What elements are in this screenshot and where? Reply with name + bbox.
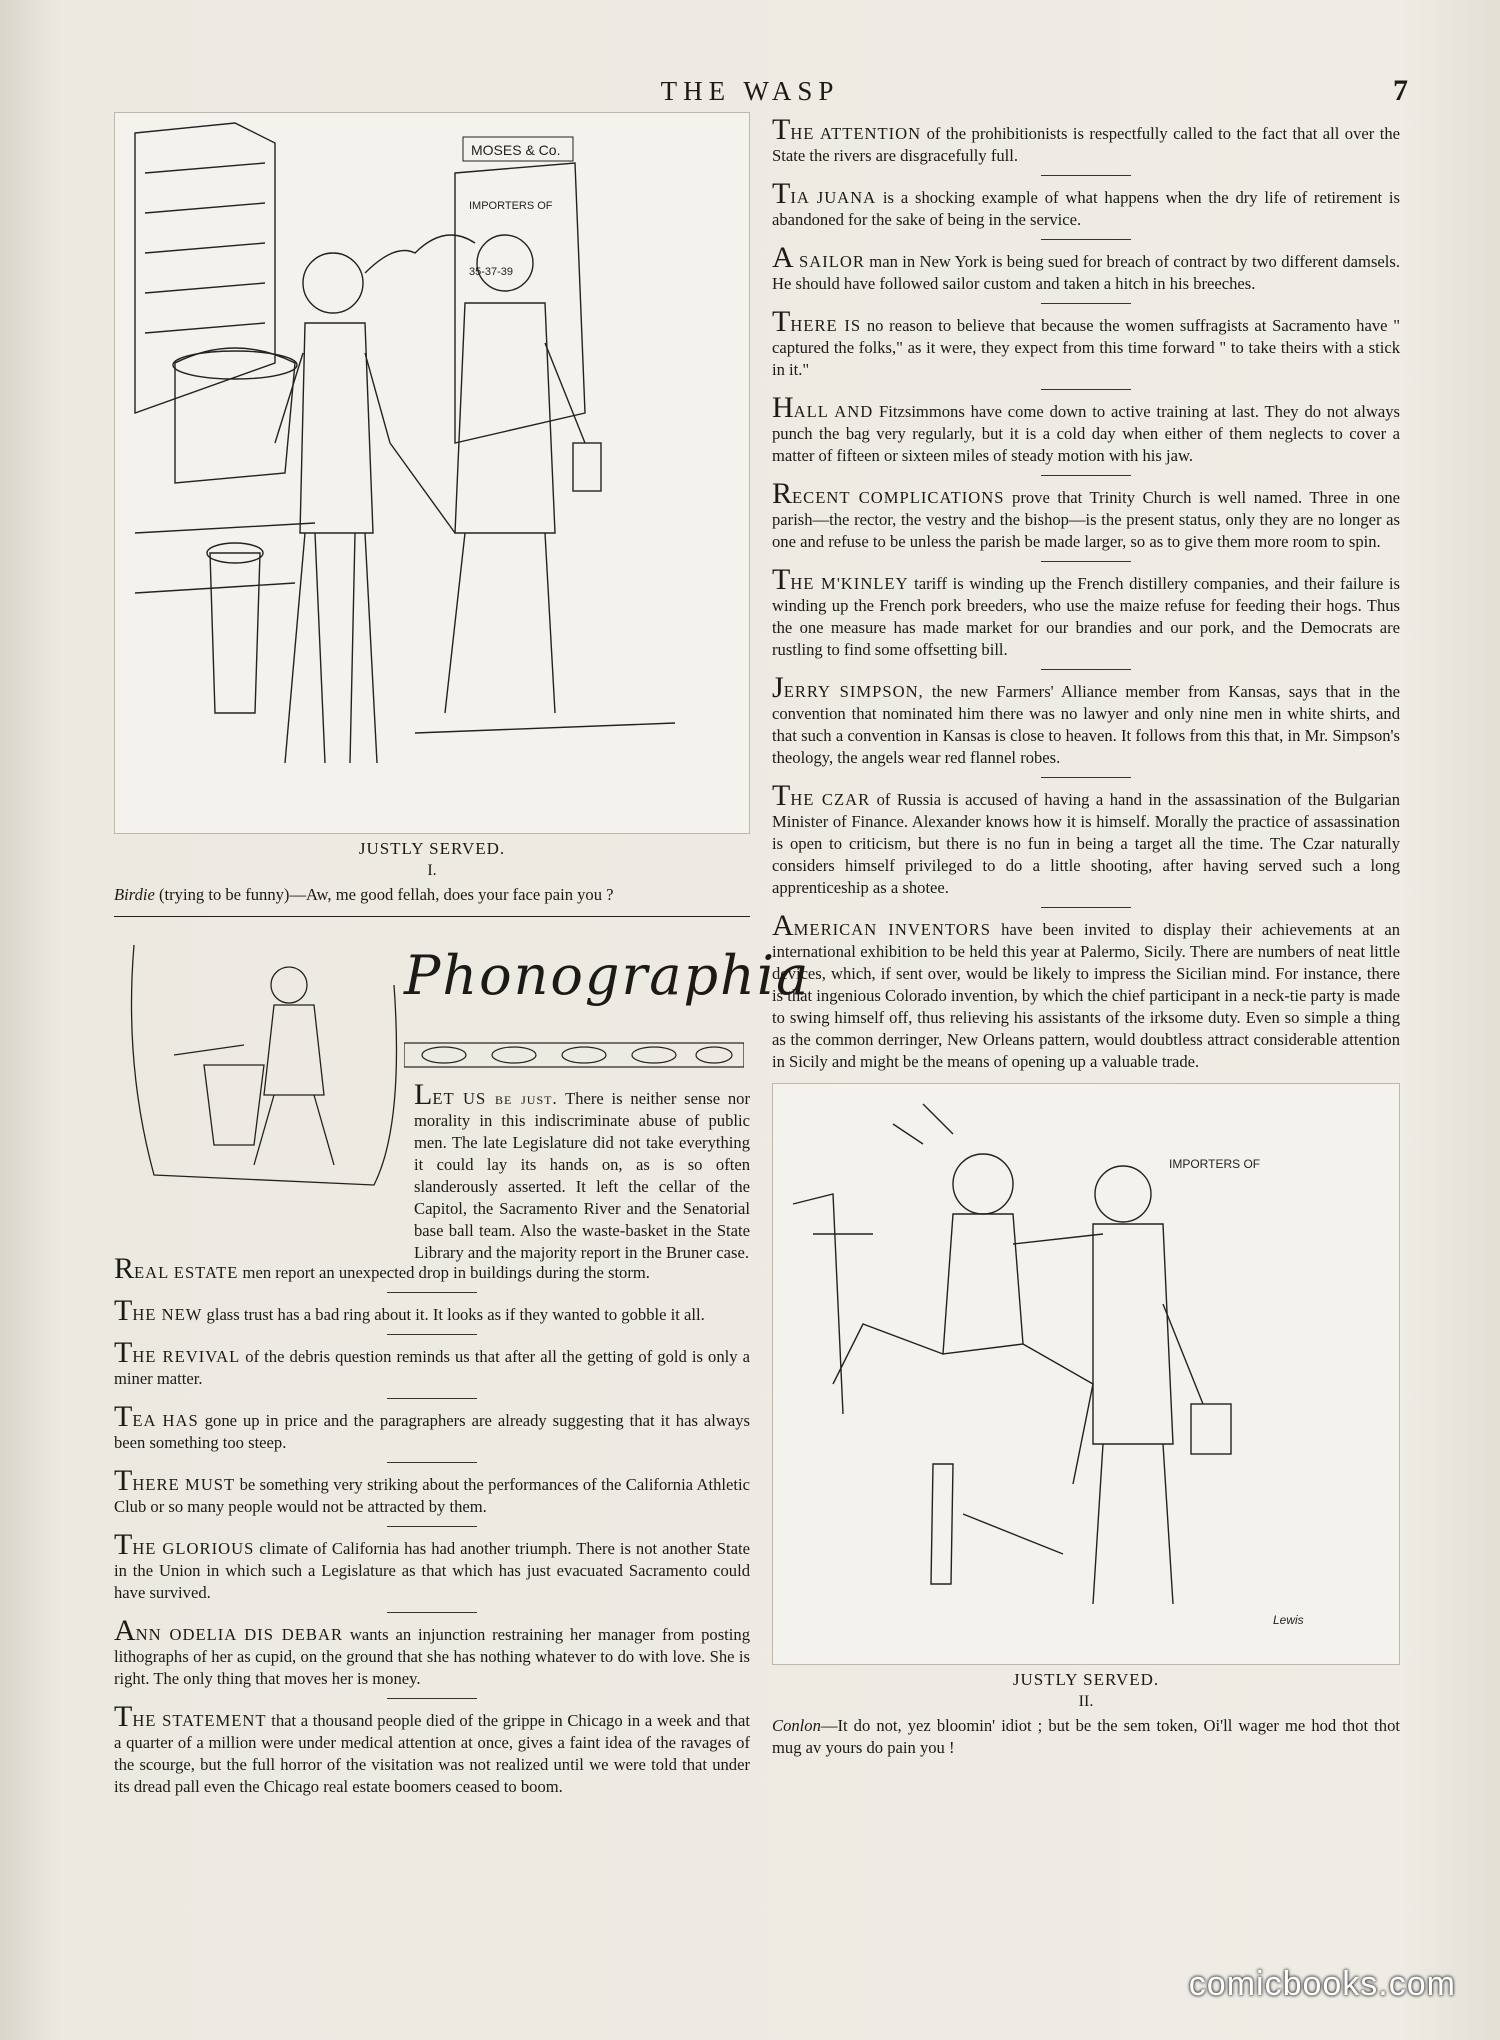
dropcap: T xyxy=(114,1464,133,1497)
article-paragraph xyxy=(114,1400,750,1454)
paragraph-rule xyxy=(1041,389,1131,390)
right-column xyxy=(772,113,1401,1759)
page-number: 7 xyxy=(1393,74,1408,107)
sign-importers: IMPORTERS OF xyxy=(469,200,553,212)
article-paragraph xyxy=(772,241,1400,295)
cartoon-drawing-two xyxy=(773,1084,1399,1664)
paragraph-rule xyxy=(1041,175,1131,176)
paragraph-rule xyxy=(1041,239,1131,240)
caption-dialogue-one xyxy=(114,884,750,906)
dropcap: R xyxy=(772,477,793,510)
lead-in: ERRY SIMPSON, xyxy=(783,682,924,701)
lead-in: HE NEW xyxy=(132,1305,203,1324)
dropcap: L xyxy=(414,1078,433,1111)
paragraph-rule xyxy=(387,1698,477,1699)
dropcap: A xyxy=(772,909,794,942)
article-paragraph xyxy=(772,909,1400,1073)
caption-number-one: I. xyxy=(427,862,437,879)
paragraph-rule xyxy=(387,1292,477,1293)
paragraph-rule xyxy=(387,1462,477,1463)
dropcap: T xyxy=(114,1700,133,1733)
phonographia-banner: Phonographia xyxy=(404,944,811,1007)
article-paragraph xyxy=(114,1700,750,1798)
caption-number-two: II. xyxy=(1078,1693,1094,1710)
article-paragraph xyxy=(772,779,1400,899)
paragraph-rule xyxy=(1041,561,1131,562)
article-paragraph xyxy=(772,113,1400,167)
paragraph-text: men report an unexpected drop in buildings during the storm. xyxy=(238,1263,650,1282)
article-paragraph xyxy=(114,1528,750,1604)
article-paragraph xyxy=(114,1614,750,1690)
paragraph-text: tariff is winding up the French distillery companies, and their failure is winding up the French pork breeders, who use the maize refuse for feeding their hogs. Thus the one measure has made market for our brandies and our pork, and the Democrats are rustling to find some offsetting bill. xyxy=(772,574,1401,659)
lead-in: HE GLORIOUS xyxy=(132,1539,255,1558)
lead-in: EA HAS xyxy=(132,1411,199,1430)
paragraph-rule xyxy=(1041,669,1131,670)
paragraph-text: prove that Trinity Church is well named. Three in one parish—the rector, the vestry and the bishop—is the present status, only they are no longer as one and refuse to be unless the parish be made larger, so as to give them more room to spin. xyxy=(772,488,1400,551)
intro-text: There is neither sense nor morality in this indiscriminate abuse of public men. The late Legislature did not take everything it could lay its hands on, as is so often slanderously asserted. It left the cellar of the Capitol, the Sacramento River and the Senatorial base ball team. Also the waste-basket in the State Library and the majority report in the Bruner case. xyxy=(414,1089,750,1262)
lead-in: SAILOR xyxy=(793,252,865,271)
lead-in: HE ATTENTION xyxy=(790,124,922,143)
paragraph-rule xyxy=(1041,475,1131,476)
cartoon-justly-served-two xyxy=(772,1083,1400,1665)
paragraph-text: Fitzsimmons have come down to active training at last. They do not always punch the bag very regularly, but it is a cold day when either of them neglects to cover a matter of fifteen or sixteen miles of steady motion with his jaw. xyxy=(772,402,1401,465)
paragraph-rule xyxy=(387,1526,477,1527)
phonographia-intro xyxy=(414,1078,750,1264)
paragraph-rule xyxy=(1041,303,1131,304)
caption-title-two: JUSTLY SERVED. xyxy=(1012,1670,1160,1689)
cartoon-justly-served-one xyxy=(114,112,750,834)
site-watermark: comicbooks.com xyxy=(1188,1965,1456,2003)
article-paragraph xyxy=(772,177,1400,231)
paragraph-rule xyxy=(387,1334,477,1335)
sign-moses: MOSES & Co. xyxy=(471,142,561,158)
caption-dialogue-two xyxy=(772,1715,1400,1759)
speaker-name-two: Conlon xyxy=(772,1716,821,1735)
article-paragraph xyxy=(114,1336,750,1390)
article-paragraph xyxy=(772,563,1401,661)
dropcap: T xyxy=(114,1294,133,1327)
lead-in: ALL AND xyxy=(793,402,874,421)
lead-in: ET US be just. xyxy=(432,1089,558,1108)
lead-in: IA JUANA xyxy=(790,188,877,207)
lead-in: HE M'KINLEY xyxy=(790,574,909,593)
paragraph-text: the new Farmers' Alliance member from Kansas, says that in the convention that nominated him there was no lawyer and only nine men in white shirts, and that such a convention in Kansas is close to heaven. It follows from this that, in Mr. Simpson's theology, the angels wear red flannel robes. xyxy=(772,682,1400,767)
left-paragraphs xyxy=(114,1252,750,1798)
lead-in: HE CZAR xyxy=(790,790,871,809)
sign-importers-two: IMPORTERS OF xyxy=(1169,1157,1261,1171)
paragraph-rule xyxy=(1041,777,1131,778)
paragraph-rule xyxy=(387,1398,477,1399)
paragraph-text: of the prohibitionists is respectfully called to the fact that all over the State the rivers are disgracefully full. xyxy=(772,124,1400,165)
dropcap: H xyxy=(772,391,794,424)
dropcap: T xyxy=(772,563,791,596)
paragraph-text: be something very striking about the performances of the California Athletic Club or so many people would not be attracted by them. xyxy=(114,1475,750,1516)
paragraph-text: of the debris question reminds us that after all the getting of gold is only a miner matter. xyxy=(114,1347,750,1388)
phonographia-header xyxy=(114,925,811,1262)
paragraph-text: man in New York is being sued for breach of contract by two different damsels. He should have followed sailor custom and taken a hitch in his breeches. xyxy=(772,252,1400,293)
article-paragraph xyxy=(772,305,1400,381)
lead-in: HE REVIVAL xyxy=(132,1347,241,1366)
banner-ornament xyxy=(404,1035,744,1075)
lead-in: HERE MUST xyxy=(132,1475,236,1494)
dropcap: A xyxy=(114,1614,136,1647)
cartoon-drawing xyxy=(115,113,749,833)
speaker-name: Birdie xyxy=(114,885,155,904)
dropcap: J xyxy=(772,671,784,704)
dropcap: T xyxy=(114,1528,133,1561)
paragraph-text: climate of California has had another triumph. There is not another State in the Union in which such a Legislature as that which has just evacuated Sacramento could have survived. xyxy=(114,1539,750,1602)
right-paragraphs xyxy=(772,113,1401,1073)
page-header xyxy=(0,76,1500,108)
paragraph-text: no reason to believe that because the women suffragists at Sacramento have " captured the folks," as it were, they expect from this time forward " to take theirs with a stick in it." xyxy=(772,316,1400,379)
paragraph-rule xyxy=(1041,907,1131,908)
dropcap: T xyxy=(772,177,791,210)
lead-in: EAL ESTATE xyxy=(134,1263,239,1282)
section-divider xyxy=(114,916,750,917)
phonograph-man-drawing xyxy=(114,925,414,1195)
article-paragraph xyxy=(114,1294,750,1327)
lead-in: HE STATEMENT xyxy=(132,1711,267,1730)
paragraph-text: gone up in price and the paragraphers are already suggesting that it has always been something too steep. xyxy=(114,1411,750,1452)
lead-in: ECENT COMPLICATIONS xyxy=(792,488,1005,507)
dropcap: T xyxy=(772,113,791,146)
paragraph-text: is a shocking example of what happens when the dry life of retirement is abandoned for the sake of being in the service. xyxy=(772,188,1400,229)
dropcap: T xyxy=(114,1400,133,1433)
lead-in: NN ODELIA DIS DEBAR xyxy=(135,1625,344,1644)
paragraph-text: wants an injunction restraining her manager from posting lithographs of her as cupid, on the ground that she has nothing whatever to do with love. She is right. The only thing that moves her is money. xyxy=(114,1625,750,1688)
article-paragraph xyxy=(114,1464,750,1518)
caption-title-one: JUSTLY SERVED. xyxy=(358,839,506,858)
masthead-title: THE WASP xyxy=(660,76,840,106)
dropcap: R xyxy=(114,1252,135,1285)
dropcap: T xyxy=(772,779,791,812)
article-paragraph xyxy=(772,671,1400,769)
paragraph-text: glass trust has a bad ring about it. It looks as if they wanted to gobble it all. xyxy=(202,1305,705,1324)
artist-signature: Lewis xyxy=(1273,1613,1304,1627)
paragraph-text: of Russia is accused of having a hand in the assassination of the Bulgarian Minister of Finance. Alexander knows how it is himself. Morally the practice of assassination is open to criticism, but there is no fun in being a target all the time. The Czar naturally considers himself privileged to do a little shooting, after having served such a long apprenticeship as a shotee. xyxy=(772,790,1400,897)
lead-in: HERE IS xyxy=(790,316,862,335)
dropcap: T xyxy=(772,305,791,338)
sign-address: 35-37-39 xyxy=(469,266,514,278)
dialogue-text: (trying to be funny)—Aw, me good fellah, does your face pain you ? xyxy=(154,885,614,904)
paragraph-text: that a thousand people died of the grippe in Chicago in a week and that a quarter of a million were under medical attention at once, gives a faint idea of the ravages of the scourge, but the full horror of the visitation was not realized until we were told that under its dread pall even the Chicago real estate boomers ceased to boom. xyxy=(114,1711,750,1796)
article-paragraph xyxy=(772,477,1400,553)
paragraph-rule xyxy=(387,1612,477,1613)
article-paragraph xyxy=(772,391,1401,467)
dropcap: A xyxy=(772,241,794,274)
dropcap: T xyxy=(114,1336,133,1369)
dialogue-text-two: —It do not, yez bloomin' idiot ; but be the sem token, Oi'll wager me hod thot thot mug av yours do pain you ! xyxy=(772,1716,1400,1757)
lead-in: MERICAN INVENTORS xyxy=(793,920,992,939)
paragraph-text: have been invited to display their achievements at an international exhibition to be held this year at Palermo, Sicily. There are numbers of neat little devices, which, if sent over, would be likely to impress the Sicilian mind. For instance, there is that ingenious Colorado invention, by which the chief participant in a neck-tie party is made to swing himself off, thus relieving his assistants of the irksome duty. Even so simple a thing as the common derringer, New Orleans pattern, would doubtless attract considerable attention in Sicily and might be the means of opening up a valuable trade. xyxy=(772,920,1400,1071)
